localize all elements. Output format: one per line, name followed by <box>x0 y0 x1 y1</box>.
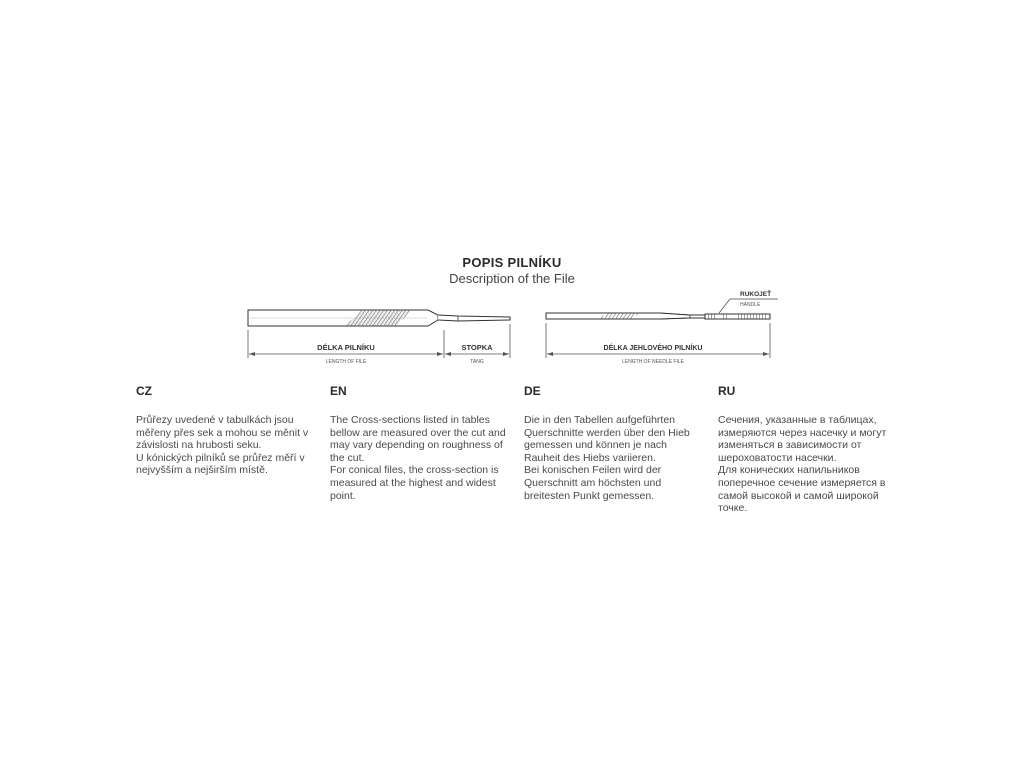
column-en <box>330 384 510 502</box>
language-code: CZ <box>136 384 152 398</box>
language-code: EN <box>330 384 347 398</box>
file-diagram <box>0 0 1024 380</box>
column-cz <box>136 384 316 477</box>
language-code: RU <box>718 384 736 398</box>
needle-file-dimensions <box>546 323 770 365</box>
needle-length-label-en: LENGTH OF NEEDLE FILE <box>622 359 684 365</box>
page-subtitle: Description of the File <box>449 271 575 286</box>
file-length-label-cz: DÉLKA PILNÍKU <box>317 343 375 352</box>
paragraph: Сечения, указанные в таблицах, измеряются через насечку и могут изменяться в зависимости от шероховатости насечки. <box>718 414 887 464</box>
handle-callout <box>719 289 778 313</box>
needle-file-drawing <box>546 313 770 319</box>
paragraph: Для конических напильников поперечное сечение измеряется в самой высокой и самой широкой точке. <box>718 464 886 515</box>
tang-label-en: TANG <box>470 359 484 365</box>
paragraph: Die in den Tabellen aufgeführten Querschnitte werden über den Hieb gemessen und können je nach Rauheit des Hiebs variieren. <box>524 414 690 464</box>
needle-length-label-cz: DÉLKA JEHLOVÉHO PILNÍKU <box>603 345 703 352</box>
file-dimensions <box>248 324 510 365</box>
language-code: DE <box>524 384 541 398</box>
handle-label-cz: RUKOJEŤ <box>740 291 772 298</box>
file-length-label-en: LENGTH OF FILE <box>325 359 367 365</box>
paragraph: For conical files, the cross-section is measured at the highest and widest point. <box>330 464 499 502</box>
page-title: POPIS PILNÍKU <box>462 255 562 270</box>
column-de <box>524 384 704 502</box>
paragraph: U kónických pilníků se průřez měří v nejvyšším a nejširším místě. <box>136 451 305 477</box>
standard-file-drawing <box>248 310 510 326</box>
paragraph: The Cross-sections listed in tables bellow are measured over the cut and may vary depending on roughness of the cut. <box>330 414 506 464</box>
column-ru <box>718 384 898 515</box>
paragraph: Bei konischen Feilen wird der Querschnitt am höchsten und breitesten Punkt gemessen. <box>524 464 662 502</box>
handle-label-en: HANDLE <box>740 302 761 308</box>
paragraph: Průřezy uvedené v tabulkách jsou měřeny přes sek a mohou se měnit v závislosti na hrubosti seku. <box>136 414 309 452</box>
tang-label-cz: STOPKA <box>461 343 493 352</box>
